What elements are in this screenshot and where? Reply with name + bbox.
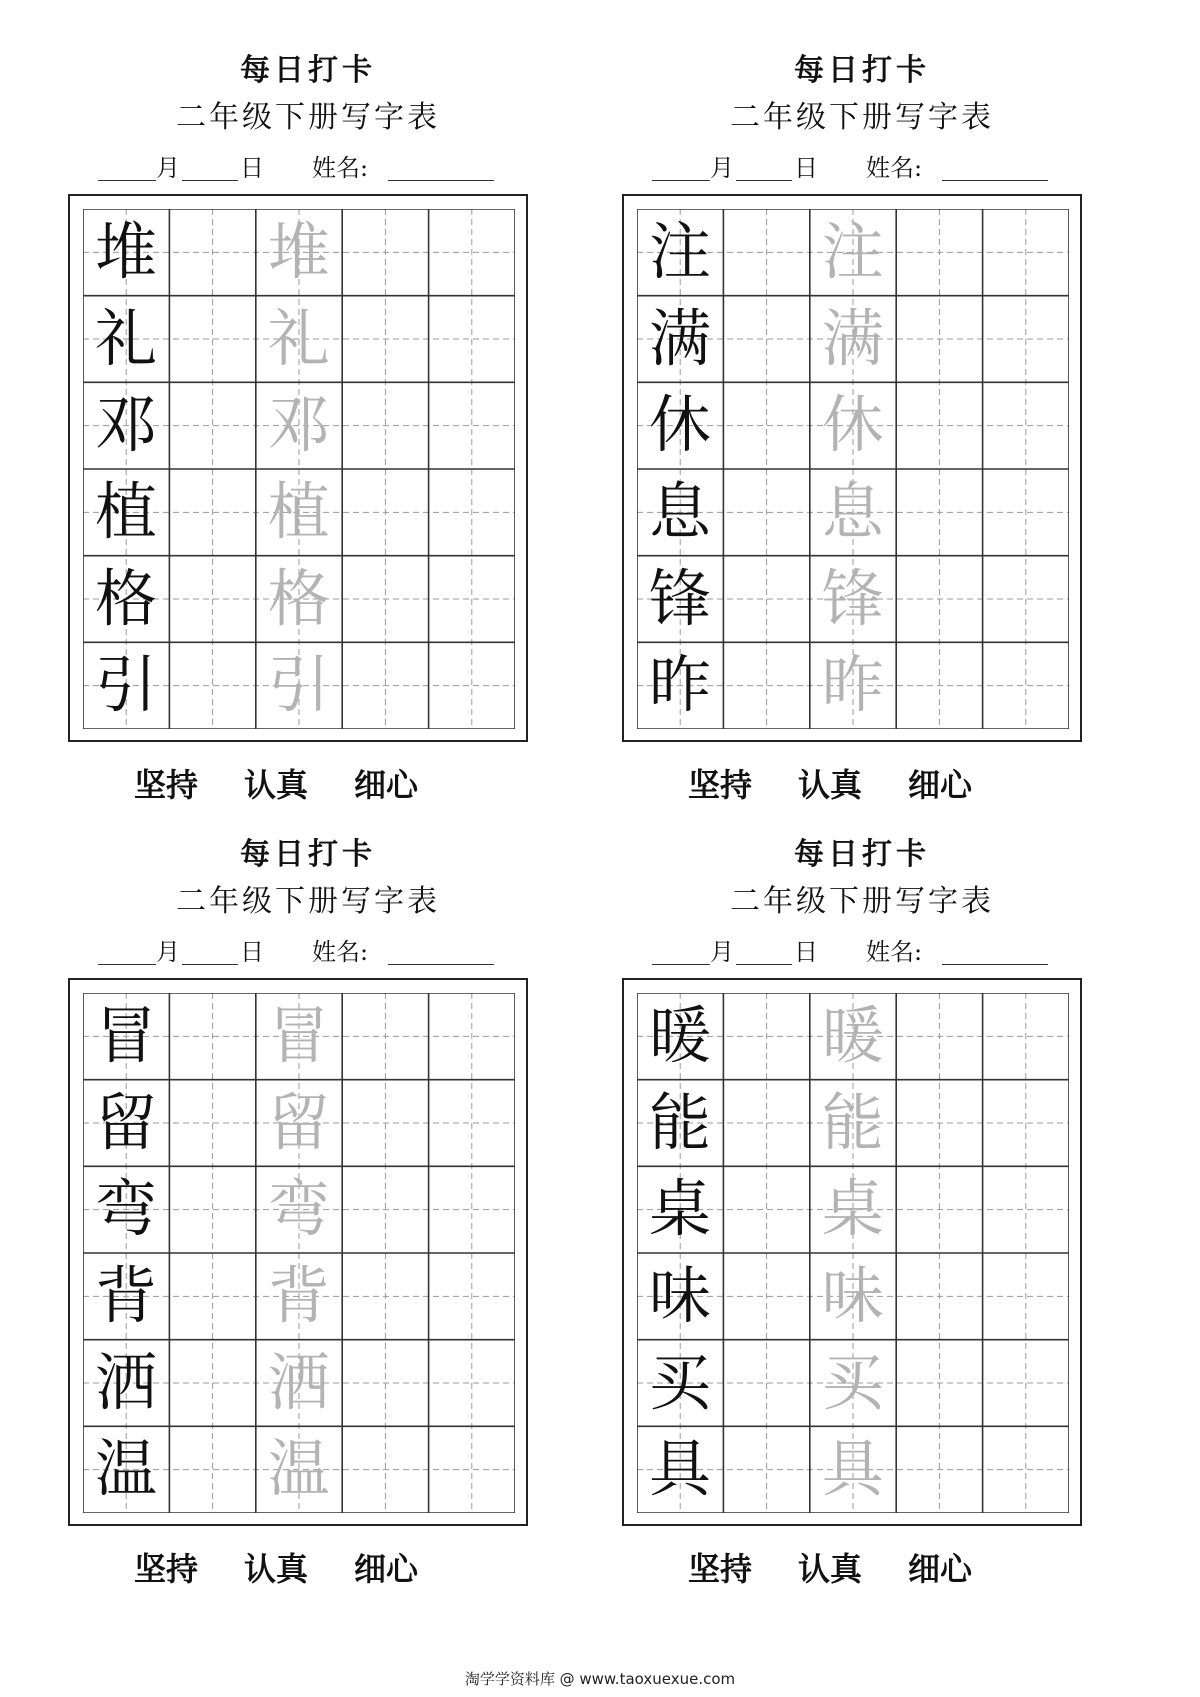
trace-character: 留 [267, 1085, 330, 1159]
trace-character: 礼 [267, 301, 330, 375]
name-label: 姓名: [866, 938, 923, 966]
day-blank[interactable] [736, 964, 792, 965]
model-character: 温 [94, 1432, 157, 1506]
footer-word: 细心 [354, 1550, 419, 1588]
card-title: 每日打卡 [794, 837, 930, 872]
card-title: 每日打卡 [240, 837, 376, 872]
date-name-row [98, 155, 518, 185]
model-character: 锋 [648, 561, 711, 635]
model-character: 堆 [94, 215, 157, 288]
model-character: 暖 [648, 999, 711, 1072]
footer-word: 认真 [798, 1550, 863, 1588]
model-character: 弯 [94, 1172, 157, 1246]
model-character: 满 [648, 301, 711, 375]
day-blank[interactable] [736, 180, 792, 181]
model-character: 植 [94, 475, 157, 548]
practice-card [68, 784, 548, 1588]
practice-card [68, 0, 548, 804]
model-character: 背 [94, 1259, 157, 1332]
model-character: 昨 [648, 648, 711, 722]
practice-grid-frame [68, 194, 528, 742]
trace-character: 休 [821, 388, 884, 462]
footer-word: 细心 [354, 766, 419, 804]
trace-character: 邓 [267, 388, 330, 462]
trace-character: 冒 [267, 999, 330, 1072]
date-name-row [652, 155, 1072, 185]
month-blank[interactable] [98, 964, 156, 965]
practice-grid [83, 993, 515, 1513]
date-name-row [98, 939, 518, 969]
model-character: 休 [648, 388, 711, 462]
footer-word: 坚持 [688, 1550, 753, 1588]
month-blank[interactable] [98, 180, 156, 181]
model-character: 留 [94, 1085, 157, 1159]
name-blank[interactable] [942, 180, 1048, 181]
footer-word: 坚持 [688, 766, 753, 804]
day-label: 日 [794, 154, 818, 182]
practice-card [622, 784, 1102, 1588]
model-character: 注 [648, 215, 711, 288]
practice-grid [83, 209, 515, 729]
practice-grid-frame [68, 978, 528, 1526]
footer-word: 细心 [908, 766, 973, 804]
model-character: 具 [648, 1432, 711, 1506]
trace-character: 息 [821, 475, 884, 548]
practice-grid-frame [622, 978, 1082, 1526]
model-character: 引 [94, 648, 157, 722]
trace-character: 引 [267, 648, 330, 722]
date-name-row [652, 939, 1072, 969]
model-character: 冒 [94, 999, 157, 1072]
practice-grid [637, 993, 1069, 1513]
month-label: 月 [710, 154, 734, 182]
day-label: 日 [240, 938, 264, 966]
footer-word: 认真 [244, 1550, 309, 1588]
card-title: 每日打卡 [794, 53, 930, 88]
month-blank[interactable] [652, 964, 710, 965]
month-label: 月 [156, 154, 180, 182]
footer-word: 坚持 [134, 1550, 199, 1588]
card-subtitle: 二年级下册写字表 [176, 100, 440, 135]
footer-word: 认真 [244, 766, 309, 804]
trace-character: 弯 [267, 1172, 330, 1246]
footer-word: 认真 [798, 766, 863, 804]
month-label: 月 [156, 938, 180, 966]
card-title: 每日打卡 [240, 53, 376, 88]
name-label: 姓名: [312, 154, 369, 182]
model-character: 味 [648, 1259, 711, 1332]
trace-character: 能 [821, 1085, 884, 1159]
trace-character: 锋 [821, 561, 884, 635]
trace-character: 昨 [821, 648, 884, 722]
model-character: 格 [94, 561, 157, 635]
month-label: 月 [710, 938, 734, 966]
footer-word: 细心 [908, 1550, 973, 1588]
name-blank[interactable] [388, 180, 494, 181]
card-subtitle: 二年级下册写字表 [730, 100, 994, 135]
month-blank[interactable] [652, 180, 710, 181]
model-character: 礼 [94, 301, 157, 375]
trace-character: 味 [821, 1259, 884, 1332]
model-character: 桌 [648, 1172, 711, 1246]
trace-character: 买 [821, 1345, 884, 1419]
day-blank[interactable] [182, 964, 238, 965]
model-character: 能 [648, 1085, 711, 1159]
trace-character: 洒 [267, 1345, 330, 1419]
trace-character: 暖 [821, 999, 884, 1072]
day-label: 日 [240, 154, 264, 182]
practice-card [622, 0, 1102, 804]
practice-grid-frame [622, 194, 1082, 742]
trace-character: 桌 [821, 1172, 884, 1246]
card-subtitle: 二年级下册写字表 [730, 884, 994, 919]
trace-character: 注 [821, 215, 884, 288]
model-character: 买 [648, 1345, 711, 1419]
trace-character: 满 [821, 301, 884, 375]
name-blank[interactable] [942, 964, 1048, 965]
model-character: 洒 [94, 1345, 157, 1419]
footer-word: 坚持 [134, 766, 199, 804]
model-character: 息 [648, 475, 711, 548]
name-label: 姓名: [866, 154, 923, 182]
trace-character: 植 [267, 475, 330, 548]
trace-character: 温 [267, 1432, 330, 1506]
trace-character: 堆 [267, 215, 330, 288]
practice-grid [637, 209, 1069, 729]
name-blank[interactable] [388, 964, 494, 965]
trace-character: 格 [267, 561, 330, 635]
trace-character: 背 [267, 1259, 330, 1332]
trace-character: 具 [821, 1432, 884, 1506]
day-label: 日 [794, 938, 818, 966]
day-blank[interactable] [182, 180, 238, 181]
watermark: 淘学学资料库 @ www.taoxuexue.com [464, 1670, 736, 1688]
model-character: 邓 [94, 388, 157, 462]
card-subtitle: 二年级下册写字表 [176, 884, 440, 919]
name-label: 姓名: [312, 938, 369, 966]
